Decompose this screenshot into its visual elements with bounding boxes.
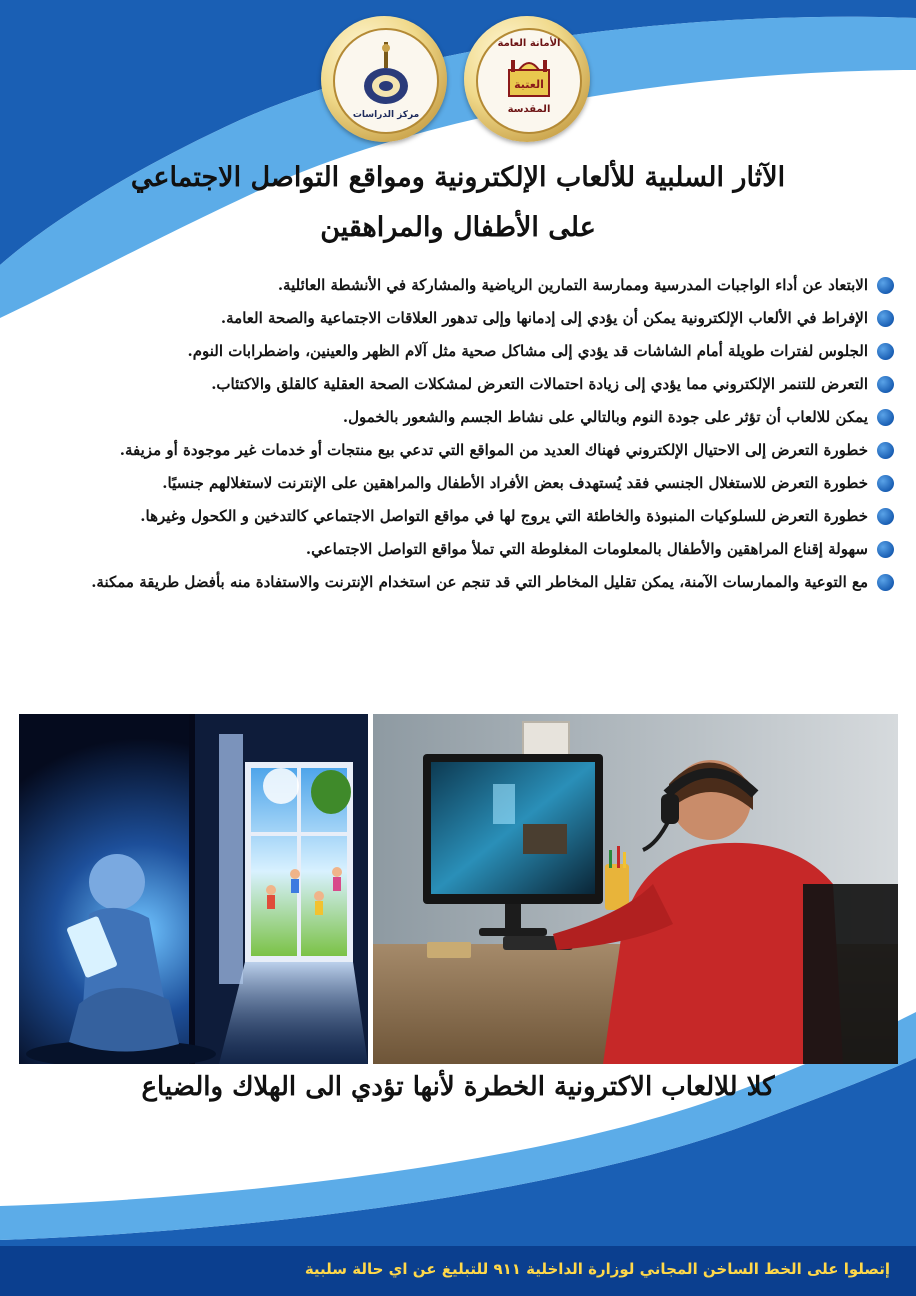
list-item: الجلوس لفترات طويلة أمام الشاشات قد يؤدي إلى مشاكل صحية مثل آلام الظهر والعينين، واضطرابات النوم. bbox=[22, 336, 894, 366]
page-title: الآثار السلبية للألعاب الإلكترونية ومواقع التواصل الاجتماعي bbox=[130, 162, 786, 193]
list-item: مع التوعية والممارسات الآمنة، يمكن تقليل المخاطر التي قد تنجم عن استخدام الإنترنت والاستفادة منه بأفضل طريقة ممكنة. bbox=[22, 567, 894, 597]
list-item: سهولة إقناع المراهقين والأطفال بالمعلومات المغلوطة التي تملأ مواقع التواصل الاجتماعي. bbox=[22, 534, 894, 564]
list-item: يمكن للالعاب أن تؤثر على جودة النوم وبالتالي على نشاط الجسم والشعور بالخمول. bbox=[22, 402, 894, 432]
seal-center-text: العتبة bbox=[514, 78, 544, 91]
slogan: كلا للالعاب الاكترونية الخطرة لأنها تؤدي الى الهلاك والضياع bbox=[141, 1072, 775, 1102]
list-item: خطورة التعرض إلى الاحتيال الإلكتروني فهناك العديد من المواقع التي تدعي بيع منتجات أو خدمات غير موجودة أو مزيفة. bbox=[22, 435, 894, 465]
seal-bottom-text: المقدسة bbox=[507, 104, 551, 115]
bullet-icon bbox=[877, 574, 894, 591]
hotline-text: إتصلوا على الخط الساخن المجاني لوزارة الداخلية ٩١١ للتبليغ عن اي حالة سلبية bbox=[304, 1260, 890, 1278]
list-item: التعرض للتنمر الإلكتروني مما يؤدي إلى زيادة احتمالات التعرض لمشكلات الصحة العقلية كالقلق والاكتئاب. bbox=[22, 369, 894, 399]
bullet-icon bbox=[877, 343, 894, 360]
page-subtitle: على الأطفال والمراهقين bbox=[320, 212, 596, 243]
list-item: الابتعاد عن أداء الواجبات المدرسية وممارسة التمارين الرياضية والمشاركة في الأنشطة العائلية. bbox=[22, 270, 894, 300]
emblem-icon bbox=[361, 40, 411, 110]
bullet-icon bbox=[877, 376, 894, 393]
bullet-icon bbox=[877, 442, 894, 459]
bullet-icon bbox=[877, 310, 894, 327]
bullet-icon bbox=[877, 475, 894, 492]
boy-gaming-image bbox=[373, 714, 898, 1064]
shrine-icon bbox=[507, 56, 551, 98]
atabat-seal-logo bbox=[464, 16, 590, 142]
list-item: الإفراط في الألعاب الإلكترونية يمكن أن يؤدي إلى إدمانها وإلى تدهور العلاقات الاجتماعية والصحة العامة. bbox=[22, 303, 894, 333]
footer-bar bbox=[0, 1246, 916, 1296]
studies-center-logo bbox=[321, 16, 447, 142]
bullet-icon bbox=[877, 277, 894, 294]
child-tablet-image bbox=[19, 714, 368, 1064]
list-item: خطورة التعرض للاستغلال الجنسي فقد يُستهدف بعض الأفراد الأطفال والمراهقين على الإنترنت لاستغلالهم جنسيًا. bbox=[22, 468, 894, 498]
bullet-icon bbox=[877, 409, 894, 426]
list-item: خطورة التعرض للسلوكيات المنبوذة والخاطئة التي يروج لها في مواقع التواصل الاجتماعي كالتدخين و الكحول وغيرها. bbox=[22, 501, 894, 531]
bullet-icon bbox=[877, 508, 894, 525]
seal-caption: مركز الدراسات bbox=[352, 110, 420, 120]
effects-list bbox=[22, 270, 894, 600]
seal-top-text: الأمانة العامة bbox=[497, 38, 561, 49]
bullet-icon bbox=[877, 541, 894, 558]
illustration-photos bbox=[19, 714, 898, 1064]
